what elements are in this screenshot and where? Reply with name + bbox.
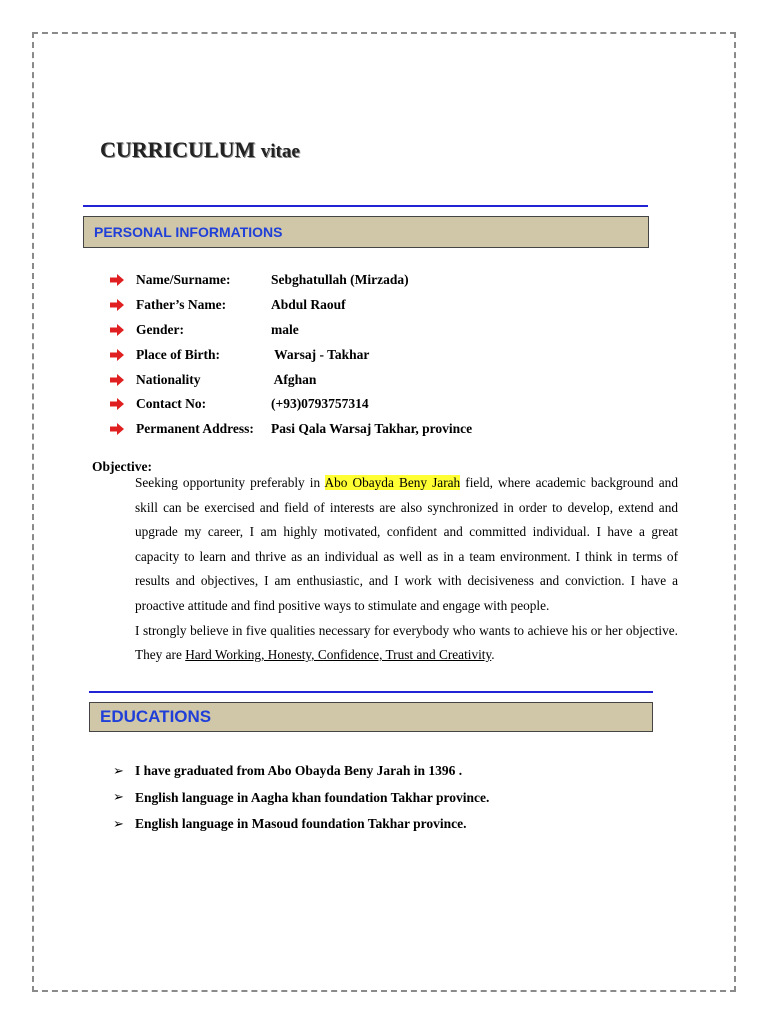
- info-item-address: [110, 417, 472, 442]
- education-item: [113, 785, 489, 812]
- chevron-right-icon: ➢: [113, 790, 124, 806]
- info-item-name: [110, 268, 472, 293]
- red-arrow-icon: [110, 423, 124, 435]
- red-arrow-icon: [110, 274, 124, 286]
- highlighted-field: Abo Obayda Beny Jarah: [324, 475, 461, 490]
- info-value: Abdul Raouf: [271, 297, 346, 313]
- info-item-contact: [110, 392, 472, 417]
- info-label: Contact No:: [136, 396, 207, 412]
- info-value: Warsaj - Takhar: [271, 346, 370, 362]
- education-item: [113, 811, 489, 838]
- info-label: Permanent Address:: [136, 421, 254, 437]
- info-label: Name/Surname:: [136, 272, 231, 288]
- info-item-nationality: [110, 367, 472, 392]
- info-value: Pasi Qala Warsaj Takhar, province: [271, 421, 473, 437]
- info-item-father: [110, 293, 472, 318]
- info-label: Father’s Name:: [136, 297, 227, 313]
- info-label: Nationality: [136, 371, 201, 387]
- objective-text-part: Seeking opportunity preferably in: [135, 475, 325, 490]
- education-heading: EDUCATIONS: [100, 707, 212, 726]
- objective-label: Objective:: [92, 459, 152, 474]
- personal-heading: PERSONAL INFORMATIONS: [94, 224, 283, 240]
- info-value: Sebghatullah (Mirzada): [271, 272, 409, 288]
- red-arrow-icon: [110, 349, 124, 361]
- objective-paragraph-2: [135, 619, 678, 668]
- education-section-header: [89, 702, 653, 732]
- red-arrow-icon: [110, 398, 124, 410]
- personal-divider-line: [83, 205, 648, 207]
- document-title: [100, 137, 300, 163]
- info-value: Afghan: [271, 371, 317, 387]
- personal-section-header: [83, 216, 649, 248]
- title-sub: vitae: [260, 141, 300, 162]
- objective-text-part: I strongly believe in five qualities necessary for everybody who wants to achieve his or her objective. They are: [135, 622, 678, 663]
- info-label: Place of Birth:: [136, 346, 220, 362]
- education-text: English language in Aagha khan foundation Takhar province.: [135, 789, 490, 805]
- chevron-right-icon: ➢: [113, 816, 124, 832]
- red-arrow-icon: [110, 374, 124, 386]
- objective-text: [135, 471, 678, 668]
- education-text: English language in Masoud foundation Takhar province.: [135, 816, 467, 832]
- red-arrow-icon: [110, 299, 124, 311]
- objective-text-part: field, where academic background and skill can be exercised and field of interests are also synchronized in order to develop, extend and upgrade my career, I am highly motivated, confident and committed individual. I have a great capacity to learn and thrive as an individual as well as in a team environment. I think in terms of results and objectives, I am enthusiastic, and I work with decisiveness and conviction. I have a proactive attitude and find positive ways to stimulate and engage with people.: [135, 475, 678, 613]
- underlined-qualities: Hard Working, Honesty, Confidence, Trust and Creativity: [185, 647, 492, 663]
- title-main: CURRICULUM: [100, 137, 256, 162]
- education-divider-line: [89, 691, 653, 693]
- info-value: male: [271, 321, 299, 337]
- education-text: I have graduated from Abo Obayda Beny Jarah in 1396 .: [135, 763, 463, 779]
- info-value: (+93)0793757314: [271, 396, 369, 412]
- personal-info-list: [110, 268, 472, 442]
- info-item-gender: [110, 318, 472, 343]
- education-item: [113, 758, 489, 785]
- education-list: [113, 758, 489, 838]
- objective-paragraph-1: [135, 471, 678, 619]
- objective-text-part: .: [491, 647, 495, 663]
- info-item-birthplace: [110, 342, 472, 367]
- info-label: Gender:: [136, 321, 184, 337]
- chevron-right-icon: ➢: [113, 763, 124, 779]
- red-arrow-icon: [110, 324, 124, 336]
